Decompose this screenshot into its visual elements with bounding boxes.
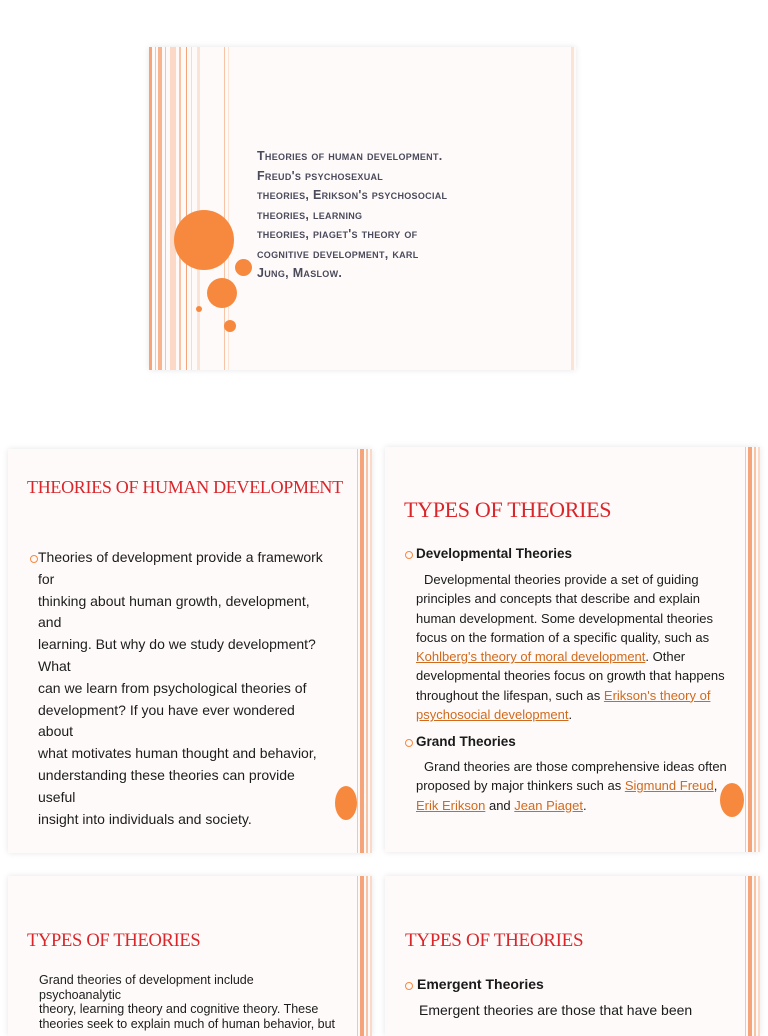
stripe-decoration: [149, 47, 152, 370]
bullet-icon: [30, 555, 38, 563]
slide-paragraph: Theories of development provide a framework for thinking about human growth, development, and learning. But why do we study development? What can we learn from psychological theories of development? If you have ever wondered about what motivates human thought and behavior, understanding these theories can provide useful insight into individuals and society.: [38, 549, 323, 827]
stripe-decoration: [748, 876, 752, 1036]
stripe-decoration: [155, 47, 156, 370]
bullet-icon: [405, 982, 413, 990]
stripe-decoration: [191, 47, 192, 370]
stripe-decoration: [165, 47, 166, 370]
stripe-decoration: [179, 47, 181, 370]
erik-erikson-link[interactable]: Erik Erikson: [416, 797, 486, 813]
slide-types-of-theories-emergent: [385, 876, 760, 1036]
slide-title: Theories of human development. Freud's psychosexual theories, Erikson's psychosocial theories, learning theories, piaget's theory of cognitive development, karl Jung, Maslow.: [257, 149, 448, 280]
circle-decoration: [720, 783, 744, 817]
slide-heading: THEORIES OF HUMAN DEVELOPMENT: [27, 477, 343, 497]
stripe-decoration: [186, 47, 187, 370]
slide-theories-of-human-development: [8, 449, 372, 853]
stripe-decoration: [745, 447, 746, 852]
slide-types-of-theories-grand: [8, 876, 372, 1036]
kohlberg-link[interactable]: Kohlberg's theory of moral development: [416, 649, 646, 665]
stripe-decoration: [197, 47, 200, 370]
slide-types-of-theories: [385, 447, 760, 852]
stripe-decoration: [366, 876, 368, 1036]
stripe-decoration: [366, 449, 368, 853]
stripe-decoration: [360, 876, 364, 1036]
stripe-decoration: [754, 447, 756, 852]
developmental-theories-heading: Developmental Theories: [416, 546, 573, 561]
stripe-decoration: [370, 449, 372, 853]
stripe-decoration: [357, 876, 358, 1036]
stripe-decoration: [758, 447, 760, 852]
circle-decoration: [235, 259, 252, 276]
sigmund-freud-link[interactable]: Sigmund Freud: [624, 778, 714, 794]
erikson-theory-link-continued[interactable]: psychosocial development: [416, 707, 569, 723]
title-slide: [149, 47, 576, 370]
slide-heading: TYPES OF THEORIES: [27, 931, 201, 951]
stripe-decoration: [745, 876, 746, 1036]
grand-theories-text: Grand theories are those comprehensive ideas often proposed by major thinkers such as Sigmund Freud, Erik Erikson and Jean Piaget.: [416, 759, 727, 813]
circle-decoration: [335, 786, 357, 820]
bullet-icon: [405, 739, 413, 747]
stripe-decoration: [758, 876, 760, 1036]
circle-decoration: [196, 306, 202, 312]
erikson-theory-link[interactable]: Erikson's theory of: [603, 687, 711, 703]
stripe-decoration: [360, 449, 364, 853]
slide-heading: TYPES OF THEORIES: [405, 930, 584, 951]
stripe-decoration: [170, 47, 176, 370]
stripe-decoration: [357, 449, 358, 853]
circle-decoration: [207, 278, 237, 308]
emergent-theories-heading: Emergent Theories: [417, 976, 544, 992]
stripe-decoration: [754, 876, 756, 1036]
stripe-decoration: [571, 47, 574, 370]
bullet-icon: [405, 551, 413, 559]
stripe-decoration: [370, 876, 372, 1036]
large-circle-decoration: [174, 210, 234, 270]
slide-paragraph: Grand theories of development include psychoanalytic theory, learning theory and cognitive theory. These theories seek to explain much of human behavior, but: [39, 973, 336, 1031]
jean-piaget-link[interactable]: Jean Piaget: [514, 797, 583, 813]
developmental-theories-text: Developmental theories provide a set of guiding principles and concepts that describe and explain human development. Some developmental theories focus on the formation of a specific quality, such as Kohlberg's theory of moral development. Other developmental theories focus on growth that happens throughout the lifespan, such as Erikson's theory of psychosocial development.: [416, 572, 725, 723]
slide-heading: TYPES OF THEORIES: [404, 497, 612, 522]
grand-theories-heading: Grand Theories: [416, 734, 516, 749]
stripe-decoration: [748, 447, 752, 852]
stripe-decoration: [158, 47, 162, 370]
emergent-theories-text: Emergent theories are those that have been: [419, 1002, 693, 1018]
circle-decoration: [224, 320, 236, 332]
